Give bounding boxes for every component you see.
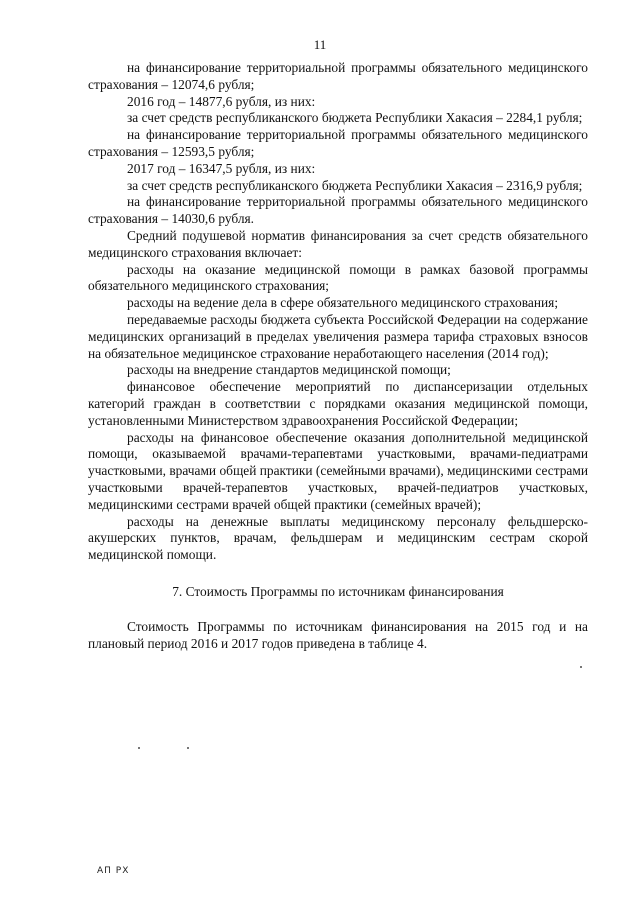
page-number: 11 (313, 37, 327, 52)
paragraph-administration-costs: расходы на ведение дела в сфере обязательного медицинского страхования; (127, 295, 559, 311)
paragraph-financing-2017-toms: на финансирование территориальной программы обязательного медицинского страхования – 14030,6 рубля. (88, 194, 588, 227)
paragraph-transferred-costs: передаваемые расходы бюджета субъекта Российской Федерации на содержание медицинских организаций в пределах увеличения размера тарифа страховых взносов на обязательное медицинское страхование неработающего населения (2014 год); (88, 311, 588, 361)
paragraph-year-2016: 2016 год – 14877,6 рубля, из них: (127, 93, 316, 109)
paragraph-additional-care: расходы на финансовое обеспечение оказания дополнительной медицинской помощи, оказываемой врачами-терапевтами участковыми, врачами-педиатрами участковыми, врачами общей практики (семейными врачами), медицинскими сестрами участковыми врачей-терапевтов участковых, врачей-педиатров участковых, медицинскими сестрами врачей общей практики (семейных врачей); (88, 429, 588, 512)
paragraph-basic-program-costs: расходы на оказание медицинской помощи в рамках базовой программы обязательного медицинского страхования; (88, 261, 588, 294)
scan-speck (580, 666, 582, 668)
paragraph-financing-2016-toms: на финансирование территориальной программы обязательного медицинского страхования – 12593,5 рубля; (88, 127, 588, 159)
paragraph-financing-2015-toms: на финансирование территориальной программы обязательного медицинского страхования – 12074,6 рубля; (88, 60, 588, 92)
document-body (88, 60, 588, 652)
paragraph-dispensarization: финансовое обеспечение мероприятий по диспансеризации отдельных категорий граждан в соответствии с порядками оказания медицинской помощи, установленными Министерством здравоохранения Российской Федерации; (88, 379, 588, 428)
scan-speck (187, 747, 189, 749)
paragraph-cash-payments: расходы на денежные выплаты медицинскому персоналу фельдшерско-акушерских пунктов, врачам, фельдшерам и медицинским сестрам скорой медицинской помощи. (88, 513, 588, 563)
section-heading: 7. Стоимость Программы по источникам финансирования (172, 583, 504, 599)
paragraph-year-2017: 2017 год – 16347,5 рубля, из них: (127, 160, 316, 176)
paragraph-budget-2016: за счет средств республиканского бюджета Республики Хакасия – 2284,1 рубля; (127, 110, 583, 126)
paragraph-standards-costs: расходы на внедрение стандартов медицинской помощи; (127, 362, 451, 378)
paragraph-norm-includes: Средний подушевой норматив финансирования за счет средств обязательного медицинского страхования включает: (88, 227, 588, 260)
paragraph-program-cost: Стоимость Программы по источникам финансирования на 2015 год и на плановый период 2016 и 2017 годов приведена в таблице 4. (88, 618, 588, 651)
scan-speck (138, 747, 140, 749)
paragraph-budget-2017: за счет средств республиканского бюджета Республики Хакасия – 2316,9 рубля; (127, 177, 583, 193)
footer-code: АП РХ (97, 866, 130, 876)
